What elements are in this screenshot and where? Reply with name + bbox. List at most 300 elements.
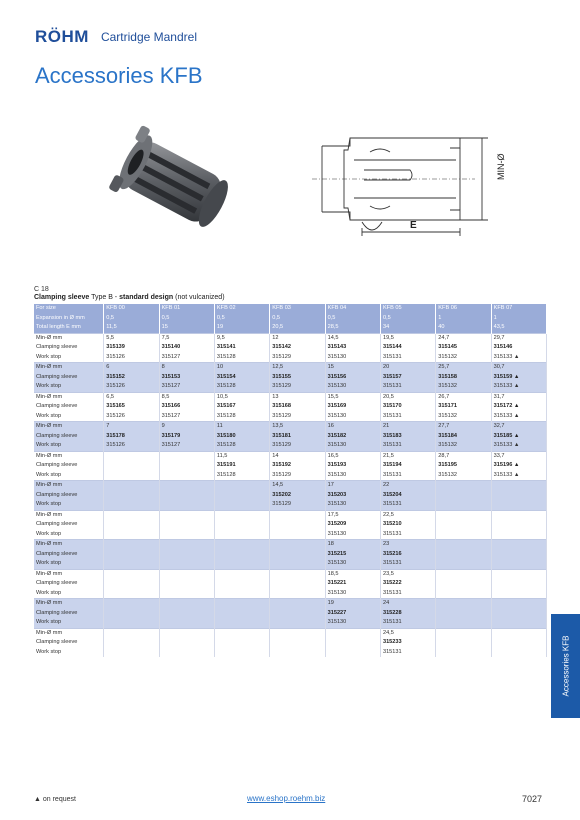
table-cell: 315131 [380, 500, 435, 510]
table-cell [159, 500, 214, 510]
technical-drawing [310, 130, 530, 240]
table-cell: 33,7 [491, 451, 546, 461]
table-cell [270, 559, 325, 569]
row-label-cell: Work stop [34, 353, 104, 363]
table-cell: 14,5 [270, 481, 325, 491]
table-cell [436, 559, 491, 569]
table-cell: 315126 [104, 441, 159, 451]
table-cell [436, 618, 491, 628]
table-row [34, 304, 547, 314]
table-cell: 315139 [104, 343, 159, 353]
table-cell: 315140 [159, 343, 214, 353]
table-cell [104, 540, 159, 550]
table-cell: 315202 [270, 491, 325, 501]
table-cell: 315195 [436, 461, 491, 471]
table-cell: 0,5 [159, 314, 214, 324]
table-cell: 18 [325, 540, 380, 550]
table-cell: 11 [214, 422, 269, 432]
table-cell [159, 461, 214, 471]
table-row [34, 648, 547, 658]
table-cell: 315131 [380, 471, 435, 481]
table-cell: 315131 [380, 412, 435, 422]
table-row [34, 343, 547, 353]
table-cell [325, 638, 380, 648]
table-cell: 315133 ▲ [491, 412, 546, 422]
table-cell: 315233 [380, 638, 435, 648]
table-cell: 315179 [159, 432, 214, 442]
table-cell [270, 530, 325, 540]
footer-note: ▲ on request [34, 796, 76, 803]
table-cell: 315129 [270, 412, 325, 422]
table-cell: 315131 [380, 530, 435, 540]
table-cell [436, 628, 491, 638]
table-cell [491, 638, 546, 648]
header-title: Cartridge Mandrel [100, 30, 197, 44]
table-cell: 315127 [159, 382, 214, 392]
row-label-cell: Clamping sleeve [34, 461, 104, 471]
table-cell [104, 559, 159, 569]
table-cell: 315221 [325, 579, 380, 589]
table-cell: 19 [214, 323, 269, 333]
table-row [34, 422, 547, 432]
table-cell: 315166 [159, 402, 214, 412]
table-cell: 20 [380, 363, 435, 373]
table-cell: 13,5 [270, 422, 325, 432]
table-cell [104, 491, 159, 501]
table-cell: 315130 [325, 441, 380, 451]
row-label-cell: Expansion in Ø mm [34, 314, 104, 324]
row-label-cell: Work stop [34, 530, 104, 540]
table-cell [104, 550, 159, 560]
table-cell: 315156 [325, 373, 380, 383]
table-row [34, 520, 547, 530]
table-cell: 315168 [270, 402, 325, 412]
table-cell [104, 530, 159, 540]
table-cell: 315133 ▲ [491, 353, 546, 363]
table-cell [270, 579, 325, 589]
table-cell [491, 520, 546, 530]
table-cell: 315228 [380, 609, 435, 619]
table-cell [491, 559, 546, 569]
table-cell: KFB 04 [325, 304, 380, 314]
table-cell: 31,7 [491, 392, 546, 402]
row-label-cell: Min-Ø mm [34, 333, 104, 343]
table-cell [159, 609, 214, 619]
table-cell [104, 618, 159, 628]
table-cell: 315132 [436, 441, 491, 451]
row-label-cell: Work stop [34, 471, 104, 481]
table-row [34, 609, 547, 619]
table-cell [491, 500, 546, 510]
table-cell: 19 [325, 599, 380, 609]
table-cell [491, 599, 546, 609]
row-label-cell: Min-Ø mm [34, 451, 104, 461]
table-cell: 315130 [325, 471, 380, 481]
table-cell: 43,5 [491, 323, 546, 333]
row-label-cell: Clamping sleeve [34, 609, 104, 619]
table-cell: 315126 [104, 382, 159, 392]
table-cell: 26,7 [436, 392, 491, 402]
table-cell: 28,5 [325, 323, 380, 333]
table-cell: 24 [380, 599, 435, 609]
table-cell: 315178 [104, 432, 159, 442]
table-cell [104, 599, 159, 609]
table-row [34, 500, 547, 510]
table-cell [436, 530, 491, 540]
table-cell: 315131 [380, 589, 435, 599]
table-cell [214, 510, 269, 520]
row-label-cell: Work stop [34, 412, 104, 422]
table-cell: 30,7 [491, 363, 546, 373]
table-cell: 315209 [325, 520, 380, 530]
table-cell: 8,5 [159, 392, 214, 402]
clamping-sleeve-photo [95, 125, 245, 245]
table-cell [104, 579, 159, 589]
table-cell [159, 569, 214, 579]
row-label-cell: Clamping sleeve [34, 373, 104, 383]
table-cell [214, 618, 269, 628]
row-label-cell: Min-Ø mm [34, 510, 104, 520]
table-row [34, 569, 547, 579]
table-cell [214, 628, 269, 638]
table-cell: 315216 [380, 550, 435, 560]
table-row [34, 412, 547, 422]
row-label-cell: For size [34, 304, 104, 314]
table-cell: 10 [214, 363, 269, 373]
table-cell: 315210 [380, 520, 435, 530]
section-description: Clamping sleeve Type B - standard design (not vulcanized) [34, 294, 225, 301]
table-cell: 315132 [436, 412, 491, 422]
table-cell: KFB 03 [270, 304, 325, 314]
table-cell [104, 461, 159, 471]
table-row [34, 314, 547, 324]
row-label-cell: Min-Ø mm [34, 422, 104, 432]
table-cell: 20,5 [380, 392, 435, 402]
table-cell [491, 550, 546, 560]
table-cell: 315165 [104, 402, 159, 412]
table-cell: 315130 [325, 500, 380, 510]
table-row [34, 599, 547, 609]
table-cell [270, 648, 325, 658]
table-cell: KFB 05 [380, 304, 435, 314]
table-cell: 315171 [436, 402, 491, 412]
table-row [34, 373, 547, 383]
table-cell: 315133 ▲ [491, 382, 546, 392]
table-cell [104, 520, 159, 530]
table-cell [436, 589, 491, 599]
table-cell: 315131 [380, 382, 435, 392]
table-cell: 32,7 [491, 422, 546, 432]
table-cell: 17,5 [325, 510, 380, 520]
table-cell: 315180 [214, 432, 269, 442]
table-cell: 315130 [325, 559, 380, 569]
table-cell [159, 559, 214, 569]
table-cell: 315170 [380, 402, 435, 412]
table-cell [214, 609, 269, 619]
table-cell: 14,5 [325, 333, 380, 343]
table-row [34, 323, 547, 333]
table-cell: 315203 [325, 491, 380, 501]
roehm-logo: RÖHM [35, 27, 89, 46]
table-cell [491, 628, 546, 638]
table-cell: 8 [159, 363, 214, 373]
table-cell [159, 530, 214, 540]
row-label-cell: Work stop [34, 648, 104, 658]
row-label-cell: Min-Ø mm [34, 481, 104, 491]
table-cell [104, 628, 159, 638]
table-row [34, 333, 547, 343]
table-cell: 22,5 [380, 510, 435, 520]
table-cell [270, 599, 325, 609]
table-cell: 0,5 [380, 314, 435, 324]
table-cell: 315128 [214, 353, 269, 363]
table-cell: 315185 ▲ [491, 432, 546, 442]
table-row [34, 432, 547, 442]
table-cell [270, 569, 325, 579]
table-cell: 315194 [380, 461, 435, 471]
table-cell: 315182 [325, 432, 380, 442]
table-cell: 11,5 [214, 451, 269, 461]
row-label-cell: Work stop [34, 382, 104, 392]
table-cell: 315227 [325, 609, 380, 619]
table-cell: KFB 00 [104, 304, 159, 314]
table-cell [491, 540, 546, 550]
table-cell: 315192 [270, 461, 325, 471]
row-label-cell: Clamping sleeve [34, 579, 104, 589]
table-cell: 315133 ▲ [491, 441, 546, 451]
table-cell: 6,5 [104, 392, 159, 402]
table-cell [436, 609, 491, 619]
table-cell [491, 510, 546, 520]
table-cell: 40 [436, 323, 491, 333]
table-cell: 315172 ▲ [491, 402, 546, 412]
table-cell [436, 648, 491, 658]
table-row [34, 353, 547, 363]
page-number: 7027 [522, 794, 543, 804]
table-cell [159, 451, 214, 461]
table-cell: 29,7 [491, 333, 546, 343]
table-cell: 1 [436, 314, 491, 324]
table-cell: 315128 [214, 471, 269, 481]
table-cell: 15 [159, 323, 214, 333]
row-label-cell: Min-Ø mm [34, 363, 104, 373]
table-cell [436, 500, 491, 510]
table-cell [159, 599, 214, 609]
table-row [34, 618, 547, 628]
table-cell: 315129 [270, 441, 325, 451]
table-cell [214, 481, 269, 491]
table-cell [491, 589, 546, 599]
table-cell: 315128 [214, 441, 269, 451]
table-cell [214, 540, 269, 550]
table-cell: 16,5 [325, 451, 380, 461]
row-label-cell: Work stop [34, 441, 104, 451]
table-cell [104, 481, 159, 491]
table-cell: 315130 [325, 353, 380, 363]
table-cell [214, 589, 269, 599]
table-cell [214, 638, 269, 648]
row-label-cell: Clamping sleeve [34, 638, 104, 648]
row-label-cell: Clamping sleeve [34, 520, 104, 530]
table-cell: 315146 [491, 343, 546, 353]
table-cell: 315128 [214, 412, 269, 422]
table-cell: 315157 [380, 373, 435, 383]
table-cell [270, 638, 325, 648]
table-cell: 315183 [380, 432, 435, 442]
table-cell: 9,5 [214, 333, 269, 343]
row-label-cell: Min-Ø mm [34, 628, 104, 638]
section-code: C 18 [34, 286, 49, 293]
table-cell: 24,7 [436, 333, 491, 343]
table-cell [436, 550, 491, 560]
table-cell [214, 491, 269, 501]
table-cell [159, 579, 214, 589]
table-cell: 315130 [325, 589, 380, 599]
page-title: Accessories KFB [35, 63, 203, 88]
table-cell [436, 569, 491, 579]
table-cell [159, 491, 214, 501]
table-cell [491, 530, 546, 540]
table-cell: 315145 [436, 343, 491, 353]
table-cell: 25,7 [436, 363, 491, 373]
table-cell: 10,5 [214, 392, 269, 402]
table-cell: 315169 [325, 402, 380, 412]
table-cell: 9 [159, 422, 214, 432]
row-label-cell: Min-Ø mm [34, 392, 104, 402]
table-cell [436, 540, 491, 550]
table-cell [214, 550, 269, 560]
table-cell: 19,5 [380, 333, 435, 343]
clamping-sleeve-table [34, 304, 547, 657]
table-cell [491, 618, 546, 628]
table-cell [214, 648, 269, 658]
row-label-cell: Clamping sleeve [34, 432, 104, 442]
row-label-cell: Clamping sleeve [34, 491, 104, 501]
table-cell: 21 [380, 422, 435, 432]
row-label-cell: Min-Ø mm [34, 599, 104, 609]
table-cell [436, 599, 491, 609]
table-cell: 315184 [436, 432, 491, 442]
table-cell: 315132 [436, 382, 491, 392]
row-label-cell: Clamping sleeve [34, 402, 104, 412]
table-cell: 315128 [214, 382, 269, 392]
table-cell: 315191 [214, 461, 269, 471]
table-cell [214, 520, 269, 530]
min-diameter-label: MIN-Ø [496, 153, 506, 180]
table-row [34, 638, 547, 648]
table-row [34, 441, 547, 451]
table-cell: 315131 [380, 648, 435, 658]
table-cell: 315132 [436, 353, 491, 363]
table-cell: KFB 02 [214, 304, 269, 314]
table-cell: 315167 [214, 402, 269, 412]
table-cell: 315130 [325, 618, 380, 628]
table-cell: 315129 [270, 500, 325, 510]
table-cell: 315126 [104, 353, 159, 363]
table-cell [491, 491, 546, 501]
table-cell: 22 [380, 481, 435, 491]
row-label-cell: Min-Ø mm [34, 569, 104, 579]
table-cell [159, 520, 214, 530]
table-cell: KFB 01 [159, 304, 214, 314]
table-cell: 315155 [270, 373, 325, 383]
table-cell: 315143 [325, 343, 380, 353]
table-cell [214, 579, 269, 589]
table-cell: 315129 [270, 382, 325, 392]
table-cell: 0,5 [214, 314, 269, 324]
table-cell [436, 579, 491, 589]
table-cell: 315127 [159, 353, 214, 363]
table-cell: 315131 [380, 353, 435, 363]
table-cell [270, 510, 325, 520]
table-cell [270, 618, 325, 628]
side-tab: Accessories KFB [551, 614, 580, 718]
table-cell: 0,5 [104, 314, 159, 324]
table-cell: 1 [491, 314, 546, 324]
table-cell [159, 540, 214, 550]
table-cell [214, 500, 269, 510]
table-cell: 315159 ▲ [491, 373, 546, 383]
row-label-cell: Min-Ø mm [34, 540, 104, 550]
row-label-cell: Work stop [34, 618, 104, 628]
table-cell [325, 648, 380, 658]
table-cell: 315133 ▲ [491, 471, 546, 481]
table-row [34, 540, 547, 550]
table-cell: 18,5 [325, 569, 380, 579]
table-cell [214, 599, 269, 609]
table-row [34, 510, 547, 520]
table-cell [104, 500, 159, 510]
table-cell [436, 638, 491, 648]
table-cell [436, 510, 491, 520]
row-label-cell: Clamping sleeve [34, 343, 104, 353]
table-cell: 12 [270, 333, 325, 343]
table-cell [436, 520, 491, 530]
table-cell [104, 648, 159, 658]
table-cell [104, 451, 159, 461]
table-cell: 315141 [214, 343, 269, 353]
table-row [34, 589, 547, 599]
table-cell [270, 628, 325, 638]
eshop-link[interactable]: www.eshop.roehm.biz [247, 794, 326, 803]
table-cell: 21,5 [380, 451, 435, 461]
table-cell: 6 [104, 363, 159, 373]
table-cell: 315130 [325, 412, 380, 422]
table-cell [104, 638, 159, 648]
table-cell: 5,5 [104, 333, 159, 343]
table-cell: 315204 [380, 491, 435, 501]
table-cell: 315193 [325, 461, 380, 471]
table-cell: 17 [325, 481, 380, 491]
table-row [34, 392, 547, 402]
table-cell: 315129 [270, 353, 325, 363]
table-row [34, 382, 547, 392]
table-cell: 315144 [380, 343, 435, 353]
table-cell: 14 [270, 451, 325, 461]
table-cell: 315158 [436, 373, 491, 383]
table-cell: 315222 [380, 579, 435, 589]
table-cell [325, 628, 380, 638]
table-row [34, 402, 547, 412]
table-cell: 315127 [159, 412, 214, 422]
table-row [34, 481, 547, 491]
table-cell [104, 471, 159, 481]
table-cell [270, 609, 325, 619]
table-cell: 15,5 [325, 392, 380, 402]
table-cell: 15 [325, 363, 380, 373]
table-cell [214, 530, 269, 540]
table-cell [491, 648, 546, 658]
